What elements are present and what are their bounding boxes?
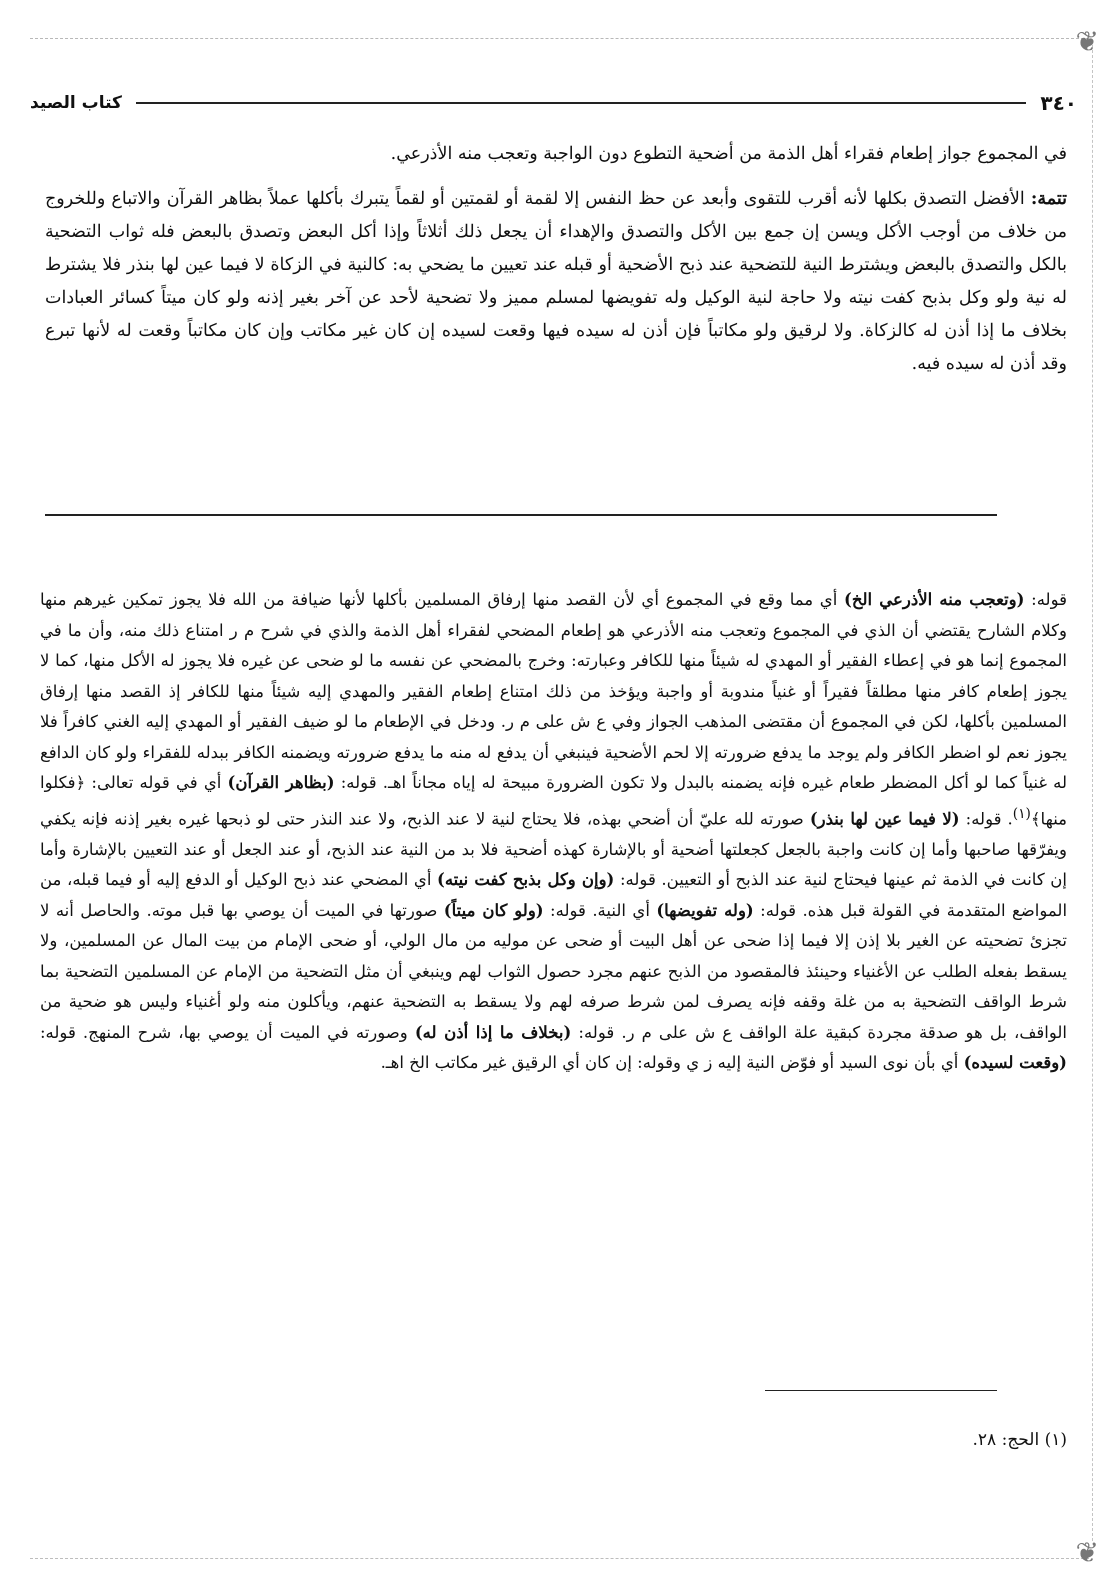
- footnote-reference: (١): [1012, 805, 1031, 822]
- header-rule: [136, 102, 1026, 104]
- corner-ornament-icon: ❦: [1075, 1536, 1099, 1569]
- commentary-text: [40, 585, 1067, 1079]
- page-header: [30, 88, 1077, 118]
- supplement-label: تتمة:: [1030, 189, 1067, 209]
- main-paragraph: في المجموع جواز إطعام فقراء أهل الذمة من أضحية التطوع دون الواجبة وتعجب منه الأذرعي.: [390, 144, 1067, 164]
- book-title: كتاب الصيد: [30, 93, 122, 113]
- page-frame-right: [1092, 40, 1093, 1541]
- footnote-rule: [765, 1390, 997, 1391]
- page-frame-top: [30, 38, 1089, 39]
- main-text: [45, 138, 1067, 381]
- page-frame-bottom: [30, 1558, 1089, 1559]
- main-paragraph-supplement: تتمة: الأفضل التصدق بكلها لأنه أقرب للتقوى وأبعد عن حظ النفس إلا لقمة أو لقمتين أو لقماً يتبرك بأكلها عملاً بظاهر القرآن والاتباع وللخروج من خلاف من أوجب الأكل ويسن إن جمع بين الأكل والتصدق والإهداء أن يجعل ذلك أثلاثاً وإذا أكل البعض وتصدق بالبعض فله ثواب التضحية بالكل والتصدق بالبعض ويشترط النية للتضحية عند ذبح الأضحية أو قبله عند تعيين ما يضحي به: كالنية في الزكاة لا فيما عين لها بنذر فلا يشترط له نية ولو وكل بذبح كفت نيته ولا حاجة لنية الوكيل وله تفويضها لمسلم مميز ولا تضحية لأحد عن آخر بغير إذنه ولو كان ميتاً كسائر العبادات بخلاف ما إذا أذن له كالزكاة. ولا لرقيق ولو مكاتباً فإن أذن له سيده فيها وقعت لسيده إن كان غير مكاتب وإن كان مكاتباً وقعت له لأنها تبرع وقد أذن له سيده فيه.: [45, 189, 1067, 374]
- page-number: ٣٤٠: [1040, 91, 1077, 115]
- footnote: (١) الحج: ٢٨.: [972, 1430, 1067, 1450]
- commentary-paragraph: قوله: (وتعجب منه الأذرعي الخ) أي مما وقع في المجموع أي لأن القصد منها إرفاق المسلمين بأكلها لأنها ضيافة من الله فلا يجوز تمكين غيرهم منها وكلام الشارح يقتضي أن الذي في المجموع وتعجب منه الأذرعي هو إطعام المضحي لفقراء أهل الذمة والذي في شرح م ر امتناع ذلك منه، وأن ما في المجموع إنما هو في إعطاء الفقير أو المهدي له شيئاً منها للكافر وعبارته: وخرج بالمضحي عن نفسه ما لو ضحى عن غيره فلا يجوز له الأكل منها، كما لا يجوز إطعام كافر منها مطلقاً فقيراً أو غنياً مندوبة أو واجبة ويؤخذ من ذلك امتناع إطعام الفقير والمهدي إليه شيئاً منها للكافر إذ القصد منها إرفاق المسلمين بأكلها، لكن في المجموع أن مقتضى المذهب الجواز وفي ع ش على م ر. ودخل في الإطعام ما لو ضيف الفقير أو المهدي إليه الغني كافراً فلا يجوز نعم لو اضطر الكافر ولم يوجد ما يدفع ضرورته إلا لحم الأضحية فينبغي أن يدفع له منه ما يدفع ضرورته ويضمنه الكافر ببدله للفقراء ولو كان الدافع له غنياً كما لو أكل المضطر طعام غيره فإنه يضمنه بالبدل ولا تكون الضرورة مبيحة له إياه مجاناً اهـ. قوله: (بظاهر القرآن) أي في قوله تعالى: ﴿فكلوا منها﴾$^{(١)}$. قوله: (لا فيما عين لها بنذر) صورته لله عليّ أن أضحي بهذه، فلا يحتاج لنية لا عند الذبح، ولا عند النذر حتى لو ذبحها غيره بغير إذنه فإنه يكفي ويفرّقها صاحبها وأما إن كانت واجبة بالجعل كجعلتها أضحية أو بالإشارة كهذه أضحية فلا بد من النية عند الذبح، أو عند الجعل أو عند التعيين بالإشارة وأما إن كانت في الذمة ثم عينها فيحتاج لنية عند الذبح أو التعيين. قوله: (وإن وكل بذبح كفت نيته) أي المضحي عند ذبح الوكيل أو الدفع إليه أو فيما قبله، من المواضع المتقدمة في القولة قبل هذه. قوله: (وله تفويضها) أي النية. قوله: (ولو كان ميتاً) صورتها في الميت أن يوصي بها قبل موته. والحاصل أنه لا تجزئ تضحيته عن الغير بلا إذن إلا فيما إذا ضحى عن أهل البيت أو ضحى عن موليه من مال الولي، أو ضحى الإمام من بيت المال عن المسلمين، ولا يسقط بفعله الطلب عن الأغنياء وحينئذ فالمقصود من الذبح عنهم مجرد حصول الثواب لهم وينبغي أن مثل التضحية من الإمام عن المسلمين التضحية بما شرط الواقف التضحية به من غلة وقفه فإنه يصرف لمن شرط صرفه لهم ولا يسقط به التضحية عنهم، ويأكلون منه ولو أغنياء وليس هو ضحية من الواقف، بل هو صدقة مجردة كبقية علة الواقف ع ش على م ر. قوله: (بخلاف ما إذا أذن له) وصورته في الميت أن يوصي بها، شرح المنهج. قوله: (وقعت لسيده) أي بأن نوى السيد أو فوّض النية إليه ز ي وقوله: إن كان أي الرقيق غير مكاتب الخ اهـ.: [40, 590, 1068, 1072]
- text-divider: [45, 514, 997, 516]
- corner-ornament-icon: ❦: [1075, 25, 1099, 58]
